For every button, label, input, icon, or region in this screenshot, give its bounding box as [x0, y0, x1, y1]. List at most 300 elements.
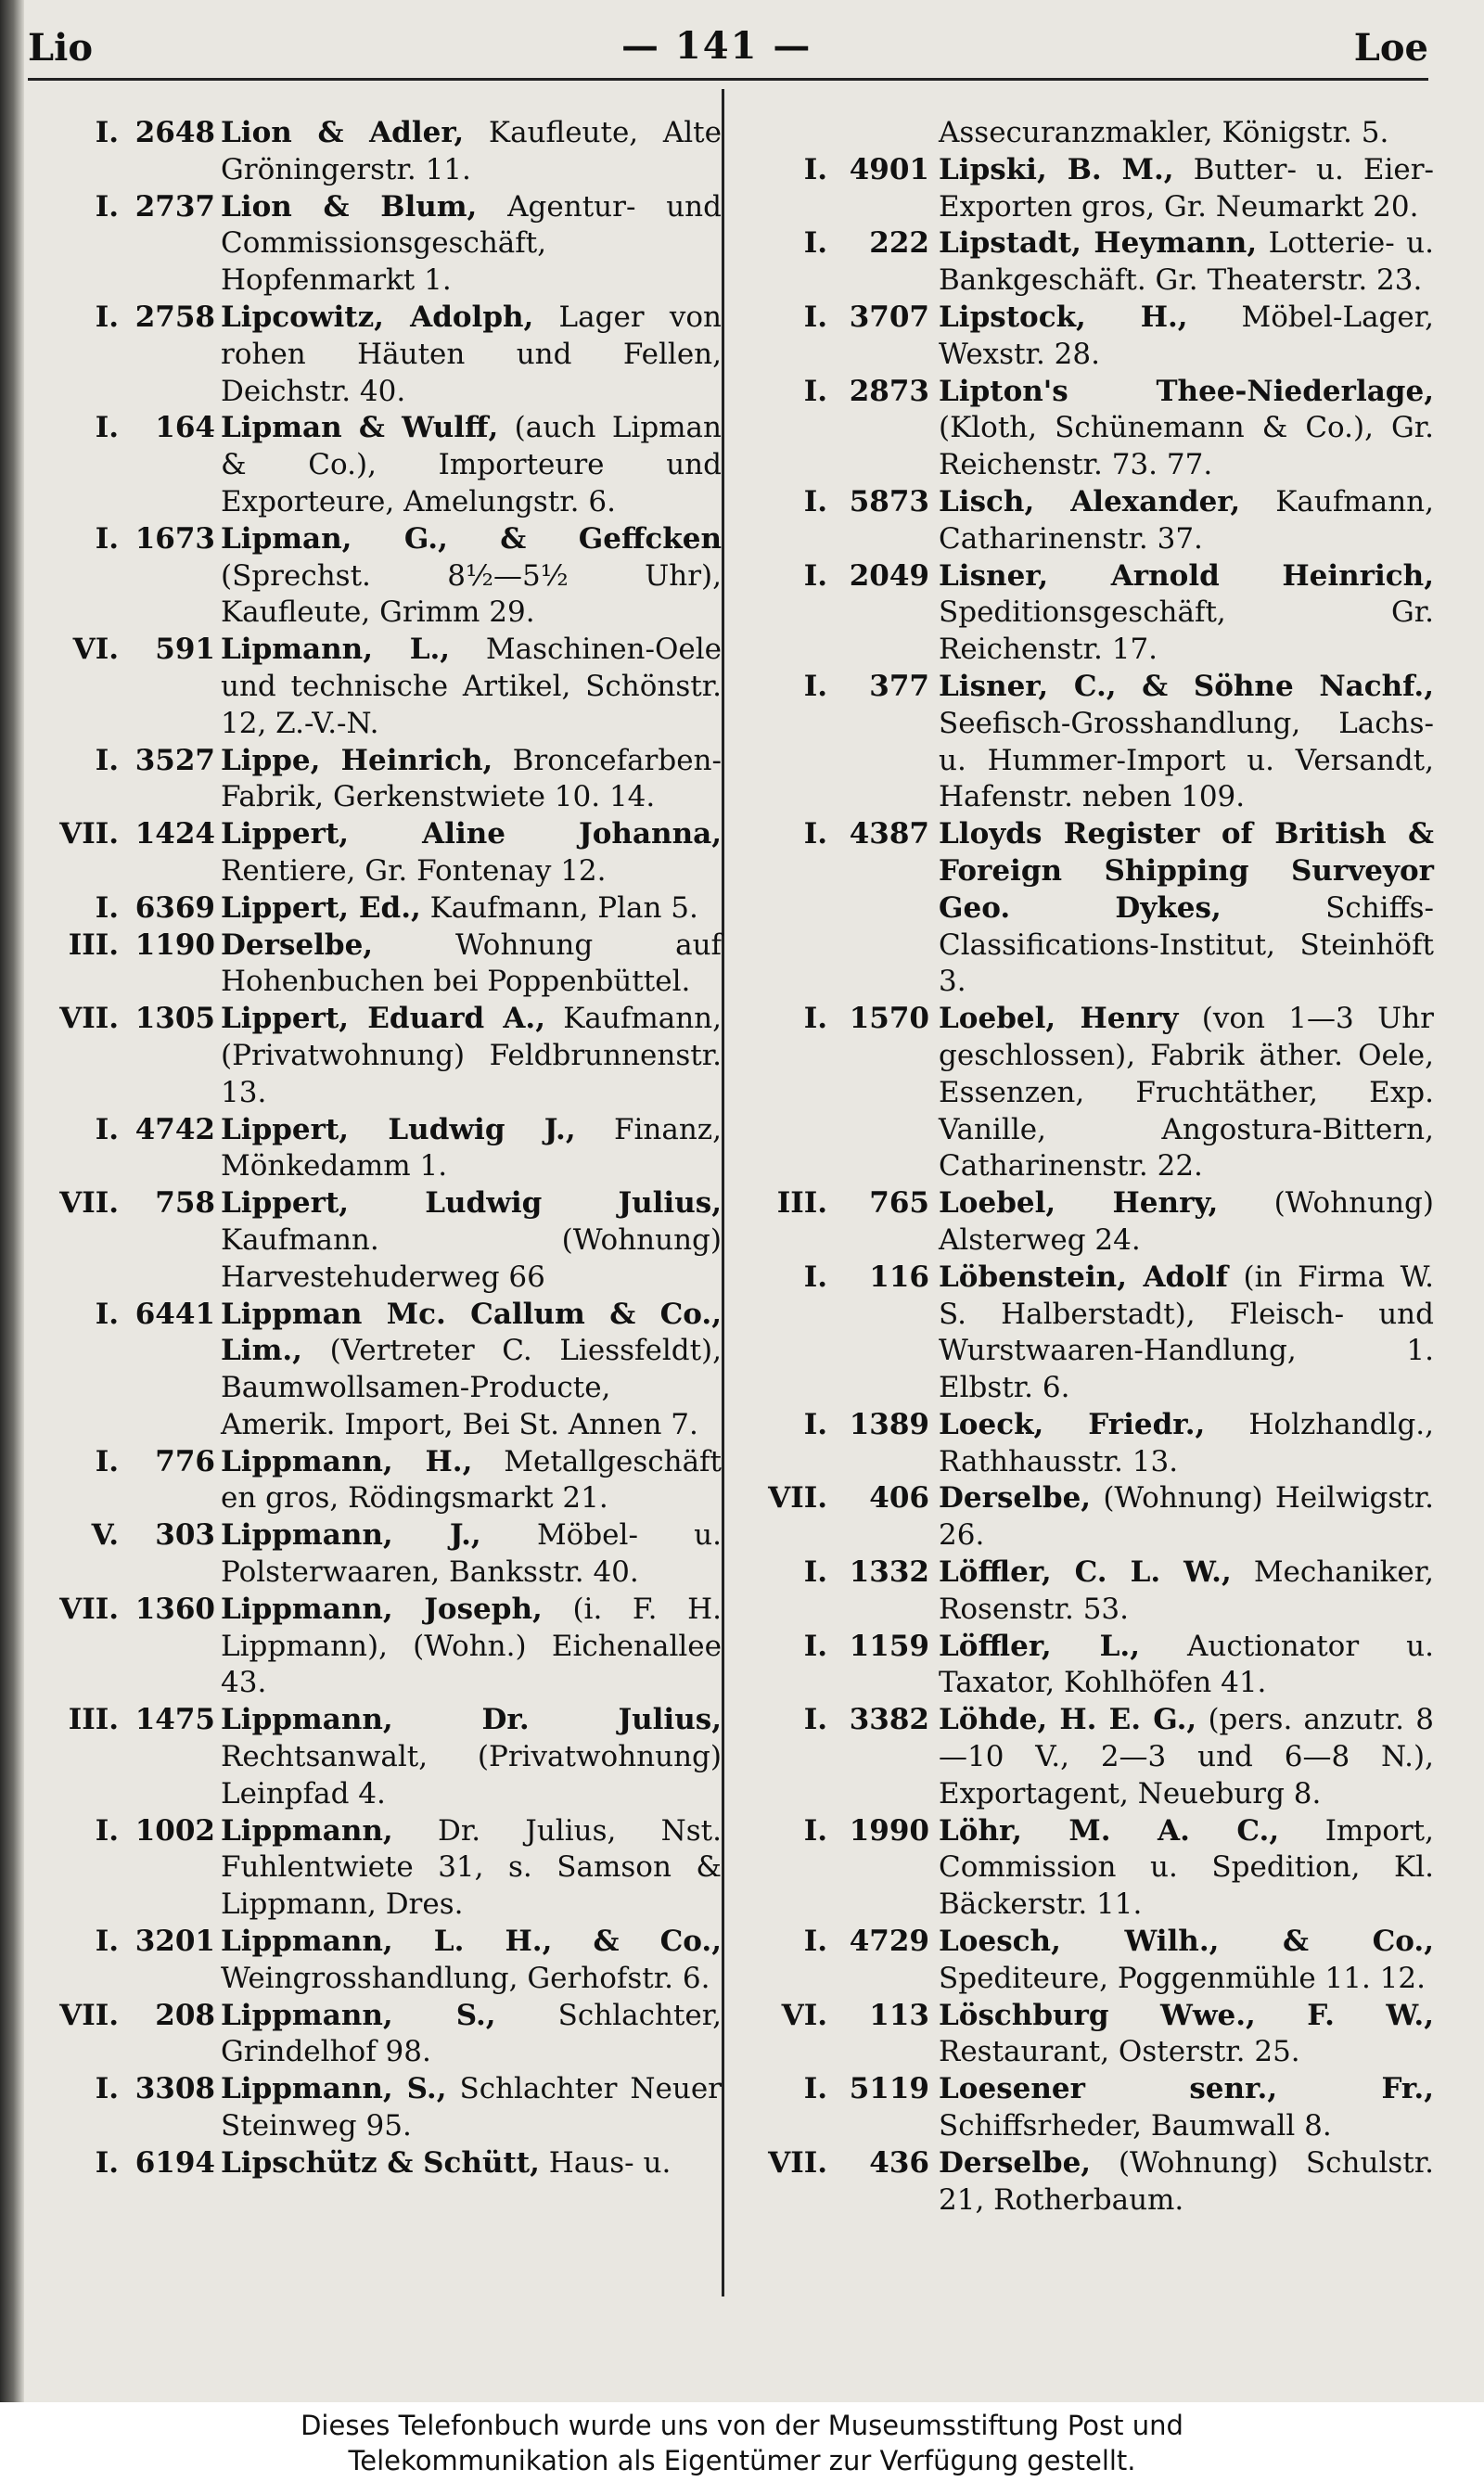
subscriber-details: Rechtsanwalt, (Privatwohnung) Leinpfad 4. [221, 1740, 722, 1810]
directory-entry [48, 1444, 722, 1518]
line-number: 6441 [134, 1297, 215, 1331]
entry-text [221, 743, 722, 817]
line-number: 765 [869, 1186, 929, 1221]
phone-number [48, 189, 223, 226]
line-number: 1673 [134, 521, 215, 556]
subscriber-details: Import, Commission u. Spedition, Kl. Bäckerstr. 11. [939, 1813, 1434, 1922]
phone-number [748, 300, 937, 337]
directory-entry [748, 1001, 1434, 1185]
line-number: 2648 [134, 116, 215, 149]
book-spine-shadow [0, 0, 24, 2402]
phone-number [748, 2071, 937, 2108]
subscriber-details: Lager von rohen Häuten und Fellen, Deichstr. 40. [221, 300, 722, 408]
line-number: 1424 [134, 817, 215, 851]
entry-text [939, 816, 1434, 1001]
directory-entry [48, 2145, 722, 2182]
subscriber-details: Spediteure, Poggenmühle 11. 12. [939, 1961, 1426, 1995]
exchange-district: VI. [72, 633, 119, 667]
directory-entry [748, 558, 1434, 669]
line-number: 2873 [849, 374, 929, 408]
subscriber-name: Löffler, L., [939, 1629, 1141, 1663]
exchange-district: I. [803, 1407, 827, 1441]
entry-text [221, 1185, 722, 1296]
phone-number [48, 1592, 223, 1629]
subscriber-details: Speditionsgeschäft, Gr. Reichenstr. 17. [939, 595, 1434, 667]
directory-entry [48, 300, 722, 410]
directory-entry [748, 1480, 1434, 1554]
line-number: 1990 [849, 1813, 929, 1848]
subscriber-name: Loesener senr., Fr., [939, 2072, 1434, 2106]
exchange-district: III. [776, 1186, 827, 1221]
header-range-start: Lio [28, 26, 93, 70]
exchange-district: I. [803, 226, 827, 261]
subscriber-details: (auch Lipman & Co.), Importeure und Exporteure, Amelungstr. 6. [221, 411, 722, 518]
entry-text [939, 225, 1434, 300]
entry-text [939, 374, 1434, 484]
subscriber-details: Kaufmann. (Wohnung) Harvestehuderweg 66 [221, 1222, 722, 1294]
subscriber-name: Lippert, Aline Johanna, [221, 817, 722, 851]
phone-number [48, 2071, 223, 2108]
directory-entry [48, 632, 722, 742]
entry-text [221, 1924, 722, 1998]
subscriber-details: Wohnung auf Hohenbuchen bei Poppenbüttel. [221, 928, 723, 999]
subscriber-details: Assecuranzmakler, Königstr. 5. [939, 116, 1389, 149]
phone-number [748, 1554, 937, 1592]
subscriber-name: Lion & Blum, [221, 189, 478, 224]
exchange-district: I. [95, 1444, 119, 1478]
footer-line-1: Dieses Telefonbuch wurde uns von der Museumsstiftung Post und [301, 2410, 1183, 2441]
subscriber-name: Lippe, Heinrich, [221, 743, 493, 777]
line-number: 303 [155, 1518, 215, 1553]
directory-entry [748, 1554, 1434, 1629]
phone-number [48, 2145, 223, 2182]
line-number: 2049 [849, 558, 929, 593]
header-rule [28, 78, 1428, 81]
phone-number [48, 743, 223, 780]
phone-number [748, 1260, 937, 1297]
column-divider [722, 89, 724, 2296]
entry-text [221, 928, 722, 1002]
line-number: 3382 [849, 1703, 929, 1737]
subscriber-name: Lipstadt, Heymann, [939, 226, 1258, 261]
entry-text [221, 189, 722, 300]
line-number: 1305 [134, 1002, 215, 1036]
line-number: 6194 [134, 2145, 215, 2180]
entry-text [221, 1517, 722, 1592]
phone-number [748, 1185, 937, 1222]
entry-text [221, 2145, 722, 2182]
subscriber-name: Lisner, C., & Söhne Nachf., [939, 669, 1434, 703]
line-number: 116 [869, 1260, 929, 1294]
phone-number [48, 1444, 223, 1481]
subscriber-details: Rentiere, Gr. Fontenay 12. [221, 853, 607, 888]
directory-entry [748, 115, 1434, 152]
subscriber-name: Lipman & Wulff, [221, 411, 499, 445]
entry-text [221, 1112, 722, 1186]
exchange-district: I. [803, 1925, 827, 1959]
line-number: 4742 [134, 1112, 215, 1146]
entry-text [939, 1260, 1434, 1407]
subscriber-name: Löschburg Wwe., F. W., [939, 1998, 1434, 2032]
exchange-district: VII. [59, 1002, 119, 1036]
entry-text [221, 632, 722, 742]
phone-number [48, 1297, 223, 1334]
directory-entry [48, 816, 722, 890]
subscriber-details: Mechaniker, Rosenstr. 53. [939, 1555, 1434, 1626]
entry-text [221, 1444, 722, 1518]
line-number: 1159 [849, 1629, 929, 1663]
phone-number [748, 484, 937, 521]
entry-text [939, 1554, 1434, 1629]
subscriber-name: Löbenstein, Adolf [939, 1260, 1228, 1294]
exchange-district: I. [803, 152, 827, 186]
subscriber-name: Lloyds Register of British & Foreign Shipping Surveyor Geo. Dykes, [939, 817, 1434, 925]
entry-text [939, 2145, 1434, 2220]
exchange-district: I. [803, 817, 827, 851]
entry-text [939, 1813, 1434, 1924]
line-number: 591 [155, 633, 215, 667]
header-range-end: Loe [1353, 26, 1428, 70]
directory-entry [748, 1260, 1434, 1407]
subscriber-details: Agentur- und Commissionsgeschäft, Hopfenmarkt 1. [221, 189, 722, 298]
directory-entry [748, 1813, 1434, 1924]
subscriber-details: Lotterie- u. Bankgeschäft. Gr. Theaterstr. 23. [939, 226, 1434, 298]
subscriber-name: Lippert, Ludwig Julius, [221, 1186, 722, 1221]
line-number: 4729 [849, 1925, 929, 1959]
directory-entry [748, 1185, 1434, 1260]
subscriber-name: Loesch, Wilh., & Co., [939, 1925, 1434, 1959]
directory-entry [748, 1998, 1434, 2072]
line-number: 3201 [134, 1925, 215, 1959]
page-header [28, 20, 1428, 76]
entry-text [221, 115, 722, 189]
entry-text [939, 558, 1434, 669]
directory-entry [748, 484, 1434, 558]
phone-number [48, 115, 223, 152]
directory-entry [748, 669, 1434, 816]
line-number: 377 [869, 669, 929, 703]
line-number: 113 [869, 1998, 929, 2032]
footer-line-2: Telekommunikation als Eigentümer zur Verfügung gestellt. [348, 2445, 1136, 2476]
entry-text [939, 115, 1434, 152]
phone-number [48, 1702, 223, 1739]
phone-number [748, 1480, 937, 1517]
directory-entry [48, 410, 722, 520]
directory-entry [748, 152, 1434, 226]
subscriber-name: Lippmann, Dr. Julius, [221, 1703, 722, 1737]
directory-entry [748, 300, 1434, 374]
subscriber-details: Maschinen-Oele und technische Artikel, Schönstr. 12, Z.-V.-N. [221, 633, 723, 740]
exchange-district: VII. [59, 1998, 119, 2032]
phone-number [748, 2145, 937, 2182]
phone-number [48, 1112, 223, 1149]
subscriber-details: Auctionator u. Taxator, Kohlhöfen 41. [939, 1629, 1434, 1700]
directory-entry [48, 2071, 722, 2145]
exchange-district: I. [803, 558, 827, 593]
exchange-district: I. [803, 484, 827, 518]
subscriber-name: Lippmann, J., [221, 1518, 481, 1553]
exchange-district: I. [95, 1297, 119, 1331]
entry-text [221, 1702, 722, 1812]
subscriber-details: Dr. Julius, Nst. Fuhlentwiete 31, s. Samson & Lippmann, Dres. [221, 1813, 722, 1922]
phone-number [48, 1517, 223, 1554]
entry-text [221, 300, 722, 410]
directory-entry [48, 1924, 722, 1998]
subscriber-details: Schlachter Neuer Steinweg 95. [221, 2072, 722, 2143]
directory-entry [48, 890, 722, 928]
subscriber-name: Lipmann, L., [221, 633, 451, 667]
subscriber-details: (von 1—3 Uhr geschlossen), Fabrik äther. Oele, Essenzen, Fruchtäther, Exp. Vanille, Angostura-Bittern, Catharinenstr. 22. [939, 1002, 1435, 1183]
exchange-district: I. [95, 521, 119, 556]
phone-number [748, 374, 937, 411]
exchange-district: I. [95, 1925, 119, 1959]
phone-number [48, 1185, 223, 1222]
phone-number [48, 1001, 223, 1038]
subscriber-details: Butter- u. Eier-Exporten gros, Gr. Neumarkt 20. [939, 152, 1435, 224]
subscriber-name: Lipski, B. M., [939, 152, 1174, 186]
directory-entry [748, 2145, 1434, 2220]
directory-entry [48, 189, 722, 300]
subscriber-details: Restaurant, Osterstr. 25. [939, 2035, 1300, 2069]
subscriber-details: Möbel- u. Polsterwaaren, Banksstr. 40. [221, 1518, 722, 1590]
entry-text [939, 152, 1434, 226]
subscriber-name: Lippmann, Joseph, [221, 1592, 543, 1626]
line-number: 4901 [849, 152, 929, 186]
phone-number [48, 521, 223, 558]
phone-number [748, 1001, 937, 1038]
line-number: 3527 [134, 743, 215, 777]
subscriber-details: Kaufmann, (Privatwohnung) Feldbrunnenstr. 13. [221, 1002, 722, 1109]
phone-number [748, 1629, 937, 1666]
subscriber-details: Weingrosshandlung, Gerhofstr. 6. [221, 1961, 710, 1995]
exchange-district: III. [68, 928, 119, 962]
line-number: 222 [869, 226, 929, 261]
subscriber-details: Holzhandlg., Rathhausstr. 13. [939, 1407, 1434, 1478]
phone-number [748, 1813, 937, 1850]
line-number: 1570 [849, 1002, 929, 1036]
subscriber-name: Lipcowitz, Adolph, [221, 300, 534, 334]
directory-entry [48, 1297, 722, 1444]
subscriber-details: (Wohnung) Schulstr. 21, Rotherbaum. [939, 2145, 1435, 2217]
subscriber-name: Lippert, Ludwig J., [221, 1112, 576, 1146]
line-number: 5119 [849, 2072, 929, 2106]
phone-number [748, 558, 937, 595]
phone-number [748, 816, 937, 853]
subscriber-name: Lipton's Thee-Niederlage, [939, 374, 1434, 408]
exchange-district: I. [803, 1629, 827, 1663]
phone-number [748, 1998, 937, 2035]
entry-text [221, 1001, 722, 1111]
line-number: 3707 [849, 300, 929, 334]
subscriber-details: Schlachter, Grindelhof 98. [221, 1998, 722, 2069]
exchange-district: I. [803, 1703, 827, 1737]
subscriber-name: Löhde, H. E. G., [939, 1703, 1197, 1737]
page-number: — 141 — [621, 24, 812, 68]
exchange-district: I. [803, 1555, 827, 1590]
entry-text [939, 300, 1434, 374]
entry-text [221, 1998, 722, 2072]
subscriber-name: Loeck, Friedr., [939, 1407, 1206, 1441]
entry-text [221, 521, 722, 632]
directory-entry [48, 928, 722, 1002]
subscriber-name: Derselbe, [221, 928, 374, 962]
subscriber-details: (i. F. H. Lippmann), (Wohn.) Eichenallee 43. [221, 1592, 722, 1700]
phone-number [748, 115, 937, 152]
entry-text [221, 410, 722, 520]
entry-text [939, 1001, 1434, 1185]
exchange-district: I. [95, 1112, 119, 1146]
line-number: 406 [869, 1481, 929, 1516]
directory-entry [48, 1813, 722, 1924]
exchange-district: I. [803, 2072, 827, 2106]
right-column [748, 115, 1434, 2219]
line-number: 758 [155, 1186, 215, 1221]
phone-number [48, 410, 223, 447]
entry-text [939, 1702, 1434, 1812]
directory-entry [48, 521, 722, 632]
exchange-district: VII. [768, 1481, 827, 1516]
entry-text [939, 1924, 1434, 1998]
exchange-district: I. [803, 1813, 827, 1848]
directory-entry [48, 1517, 722, 1592]
line-number: 1332 [849, 1555, 929, 1590]
subscriber-name: Lipman, G., & Geffcken [221, 521, 722, 556]
phone-number [48, 1813, 223, 1850]
subscriber-details: Möbel-Lager, Wexstr. 28. [939, 300, 1435, 371]
phone-number [748, 1924, 937, 1961]
phone-number [48, 890, 223, 928]
exchange-district: III. [68, 1703, 119, 1737]
subscriber-details: Schiffs-Classifications-Institut, Steinhöft 3. [939, 890, 1434, 999]
subscriber-details: Seefisch-Grosshandlung, Lachs- u. Hummer-Import u. Versandt, Hafenstr. neben 109. [939, 706, 1434, 814]
entry-text [221, 1297, 722, 1444]
line-number: 3308 [134, 2072, 215, 2106]
exchange-district: VI. [781, 1998, 827, 2032]
subscriber-details: (Wohnung) Alsterweg 24. [939, 1186, 1434, 1257]
phone-number [48, 1924, 223, 1961]
directory-entry [748, 1924, 1434, 1998]
line-number: 436 [869, 2145, 929, 2180]
subscriber-details: Broncefarben-Fabrik, Gerkenstwiete 10. 14. [221, 743, 722, 814]
exchange-district: VII. [59, 1186, 119, 1221]
line-number: 208 [155, 1998, 215, 2032]
exchange-district: I. [95, 300, 119, 334]
directory-entry [48, 1592, 722, 1702]
subscriber-details: Kaufleute, Alte Gröningerstr. 11. [221, 116, 722, 186]
directory-entry [748, 374, 1434, 484]
subscriber-name: Lippman Mc. Callum & Co., Lim., [221, 1297, 722, 1368]
phone-number [48, 1998, 223, 2035]
subscriber-details: Kaufmann, Plan 5. [429, 890, 698, 925]
phone-number [748, 225, 937, 262]
phone-number [748, 1702, 937, 1739]
phone-number [748, 669, 937, 706]
subscriber-name: Lisner, Arnold Heinrich, [939, 558, 1434, 593]
subscriber-name: Derselbe, [939, 2145, 1092, 2180]
exchange-district: I. [803, 1260, 827, 1294]
subscriber-details: Schiffsrheder, Baumwall 8. [939, 2109, 1332, 2143]
footer-notice [0, 2402, 1484, 2482]
phone-number [748, 1407, 937, 1444]
subscriber-details: (Kloth, Schünemann & Co.), Gr. Reichenstr. 73. 77. [939, 411, 1434, 482]
exchange-district: I. [803, 300, 827, 334]
line-number: 6369 [134, 890, 215, 925]
directory-entry [748, 816, 1434, 1001]
left-column [48, 115, 722, 2182]
phone-number [48, 816, 223, 853]
exchange-district: I. [95, 411, 119, 445]
entry-text [221, 2071, 722, 2145]
line-number: 1360 [134, 1592, 215, 1626]
directory-entry [48, 1112, 722, 1186]
exchange-district: I. [95, 2072, 119, 2106]
subscriber-name: Lippert, Ed., [221, 890, 421, 925]
exchange-district: I. [803, 1002, 827, 1036]
line-number: 1190 [134, 928, 215, 962]
entry-text [939, 2071, 1434, 2145]
subscriber-name: Lipstock, H., [939, 300, 1188, 334]
directory-entry [748, 225, 1434, 300]
subscriber-name: Lippmann, L. H., & Co., [221, 1925, 722, 1959]
entry-text [939, 1407, 1434, 1481]
entry-text [939, 1998, 1434, 2072]
exchange-district: I. [803, 669, 827, 703]
directory-entry [48, 1001, 722, 1111]
exchange-district: I. [95, 2145, 119, 2180]
entry-text [221, 890, 722, 928]
directory-entry [748, 1702, 1434, 1812]
exchange-district: I. [95, 743, 119, 777]
directory-entry [48, 1702, 722, 1812]
line-number: 2737 [134, 189, 215, 224]
phone-number [48, 928, 223, 965]
line-number: 164 [155, 411, 215, 445]
subscriber-details: (Sprechst. 8½—5½ Uhr), Kaufleute, Grimm 29. [221, 558, 722, 630]
entry-text [221, 1592, 722, 1702]
directory-entry [48, 115, 722, 189]
line-number: 5873 [849, 484, 929, 518]
exchange-district: VII. [59, 1592, 119, 1626]
subscriber-name: Lippmann, S., [221, 1998, 496, 2032]
subscriber-name: Lippmann, H., [221, 1444, 473, 1478]
subscriber-name: Derselbe, [939, 1481, 1092, 1516]
entry-text [939, 1480, 1434, 1554]
subscriber-name: Lippert, Eduard A., [221, 1002, 546, 1036]
exchange-district: I. [95, 189, 119, 224]
exchange-district: VII. [59, 817, 119, 851]
line-number: 1389 [849, 1407, 929, 1441]
directory-entry [48, 743, 722, 817]
phone-number [48, 300, 223, 337]
subscriber-name: Loebel, Henry [939, 1002, 1179, 1036]
exchange-district: I. [95, 1813, 119, 1848]
exchange-district: VII. [768, 2145, 827, 2180]
directory-entry [748, 1407, 1434, 1481]
subscriber-name: Lippmann, S., [221, 2072, 447, 2106]
subscriber-name: Lisch, Alexander, [939, 484, 1241, 518]
subscriber-name: Lipschütz & Schütt, [221, 2145, 540, 2180]
phone-number [748, 152, 937, 189]
exchange-district: I. [95, 890, 119, 925]
entry-text [939, 1629, 1434, 1703]
line-number: 4387 [849, 817, 929, 851]
subscriber-name: Lippmann, [221, 1813, 393, 1848]
directory-entry [748, 1629, 1434, 1703]
subscriber-details: (pers. anzutr. 8—10 V., 2—3 und 6—8 N.), Exportagent, Neueburg 8. [939, 1703, 1434, 1810]
line-number: 1002 [134, 1813, 215, 1848]
subscriber-details: (Wohnung) Heilwigstr. 26. [939, 1481, 1435, 1553]
subscriber-details: Kaufmann, Catharinenstr. 37. [939, 484, 1434, 556]
